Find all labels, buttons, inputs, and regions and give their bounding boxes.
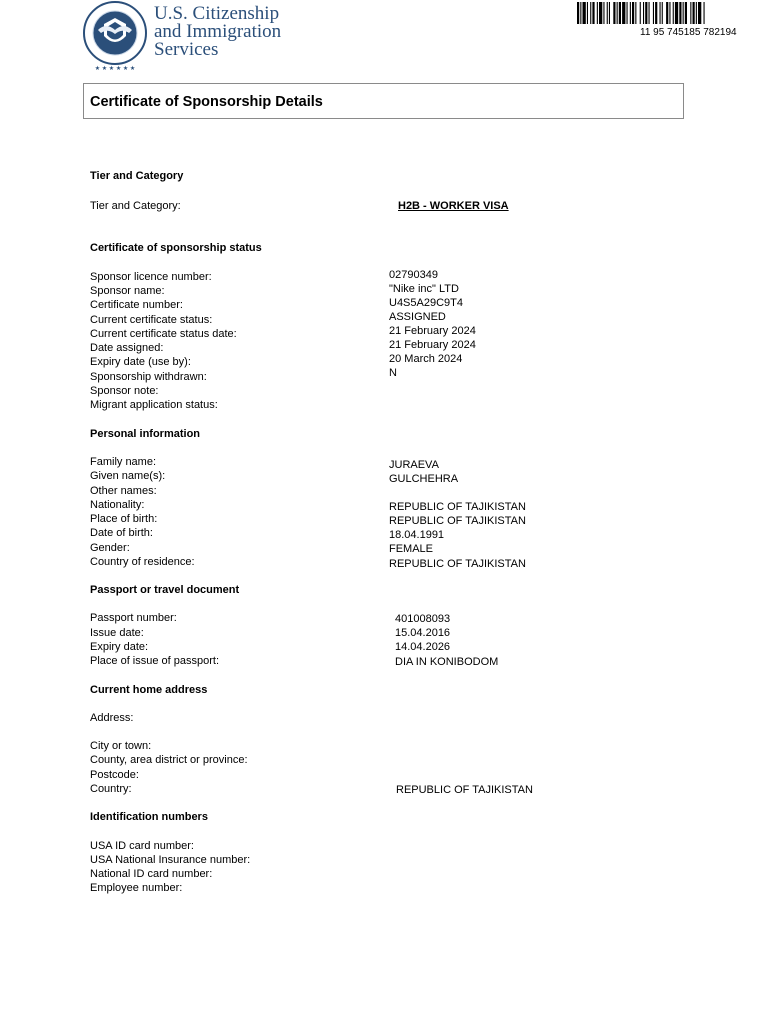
- field-label: Sponsor note:: [90, 385, 159, 397]
- field-label: Current certificate status:: [90, 314, 213, 326]
- agency-line-3: Services: [154, 39, 219, 60]
- field-label: Family name:: [90, 456, 157, 468]
- field-label: Expiry date:: [90, 641, 149, 653]
- barcode-number: 11 95 745185 782194: [640, 27, 737, 38]
- field-value: REPUBLIC OF TAJIKISTAN: [389, 558, 526, 570]
- field-value: 401008093: [395, 613, 451, 625]
- field-value: 20 March 2024: [389, 353, 463, 365]
- field-label: Sponsorship withdrawn:: [90, 371, 207, 383]
- field-value: 15.04.2016: [395, 627, 451, 639]
- field-value: N: [389, 367, 397, 379]
- field-label: Other names:: [90, 485, 157, 497]
- field-label: Passport number:: [90, 612, 177, 624]
- field-label: City or town:: [90, 740, 152, 752]
- section-heading-passport: Passport or travel document: [90, 584, 240, 596]
- title-box: [83, 83, 684, 119]
- field-value: 02790349: [389, 269, 438, 281]
- field-label: Nationality:: [90, 499, 145, 511]
- field-label: Country:: [90, 783, 132, 795]
- field-label: Place of issue of passport:: [90, 655, 220, 667]
- section-heading-address: Current home address: [90, 684, 208, 696]
- field-label: Tier and Category:: [90, 200, 181, 212]
- section-heading-status: Certificate of sponsorship status: [90, 242, 262, 254]
- field-value: 14.04.2026: [395, 641, 451, 653]
- field-label: Postcode:: [90, 769, 139, 781]
- field-label: Place of birth:: [90, 513, 158, 525]
- field-label: Migrant application status:: [90, 399, 218, 411]
- field-value: REPUBLIC OF TAJIKISTAN: [389, 501, 526, 513]
- field-label: County, area district or province:: [90, 754, 248, 766]
- section-heading-tier: Tier and Category: [90, 170, 184, 182]
- barcode: [577, 2, 767, 24]
- field-label: Given name(s):: [90, 470, 166, 482]
- field-value: FEMALE: [389, 543, 434, 555]
- section-heading-ids: Identification numbers: [90, 811, 208, 823]
- field-label: USA ID card number:: [90, 840, 194, 852]
- field-label: Current certificate status date:: [90, 328, 237, 340]
- field-label: Country of residence:: [90, 556, 195, 568]
- field-value: 21 February 2024: [389, 339, 476, 351]
- field-value: ASSIGNED: [389, 311, 446, 323]
- field-label: Expiry date (use by):: [90, 356, 191, 368]
- section-heading-personal: Personal information: [90, 428, 201, 440]
- field-label: USA National Insurance number:: [90, 854, 251, 866]
- field-label: National ID card number:: [90, 868, 213, 880]
- field-value: "Nike inc" LTD: [389, 283, 459, 295]
- field-label: Employee number:: [90, 882, 183, 894]
- field-label: Date of birth:: [90, 527, 153, 539]
- svg-text:★ ★ ★ ★ ★ ★: ★ ★ ★ ★ ★ ★: [94, 66, 136, 72]
- field-label: Sponsor licence number:: [90, 271, 212, 283]
- field-label: Certificate number:: [90, 299, 183, 311]
- field-value: GULCHEHRA: [389, 473, 459, 485]
- field-value: 21 February 2024: [389, 325, 476, 337]
- dhs-seal-logo: [82, 0, 148, 74]
- agency-line-2: and Immigration: [154, 21, 282, 42]
- agency-line-1: U.S. Citizenship: [154, 3, 280, 24]
- field-label: Sponsor name:: [90, 285, 165, 297]
- field-label: Issue date:: [90, 627, 144, 639]
- field-value: DIA IN KONIBODOM: [395, 656, 499, 668]
- field-value-tier: H2B - WORKER VISA: [398, 200, 509, 212]
- field-label: Date assigned:: [90, 342, 164, 354]
- page-title: Certificate of Sponsorship Details: [90, 94, 323, 110]
- field-value: REPUBLIC OF TAJIKISTAN: [389, 515, 526, 527]
- field-label: Address:: [90, 712, 134, 724]
- field-value: U4S5A29C9T4: [389, 297, 463, 309]
- agency-name: [154, 5, 281, 59]
- field-value: JURAEVA: [389, 459, 439, 471]
- field-value-country: REPUBLIC OF TAJIKISTAN: [396, 784, 533, 796]
- field-value: 18.04.1991: [389, 529, 445, 541]
- field-label: Gender:: [90, 542, 130, 554]
